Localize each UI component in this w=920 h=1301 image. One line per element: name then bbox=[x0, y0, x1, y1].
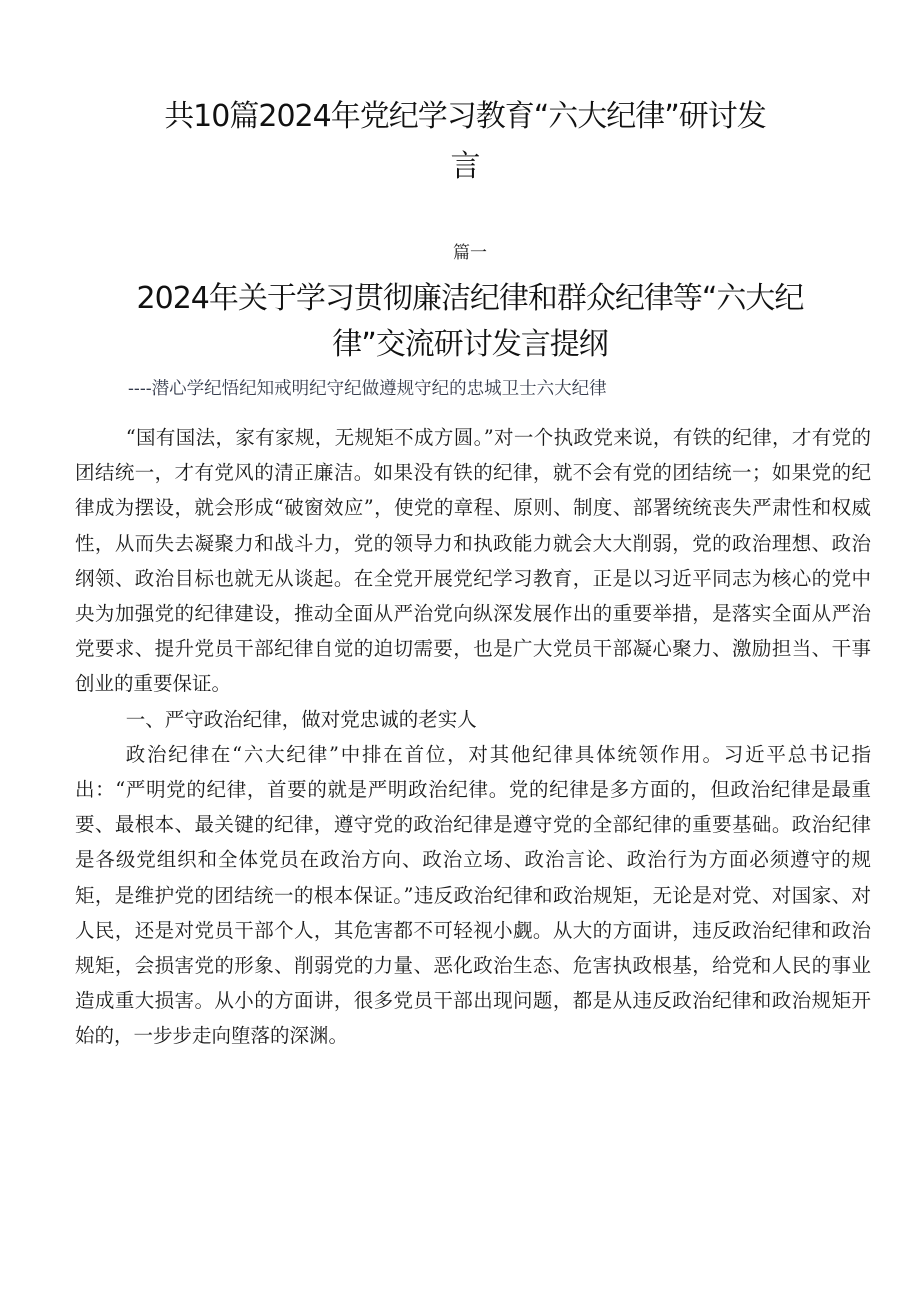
article-body bbox=[75, 420, 871, 1054]
section-heading-1: 一、严守政治纪律，做对党忠诚的老实人 bbox=[125, 707, 477, 731]
paragraph-intro: “国有国法，家有家规，无规矩不成方圆。”对一个执政党来说，有铁的纪律，才有党的团结统一，才有党风的清正廉洁。如果没有铁的纪律，就不会有党的团结统一；如果党的纪律成为摆设，就会形成“破窗效应”，使党的章程、原则、制度、部署统统丧失严肃性和权威性，从而失去凝聚力和战斗力，党的领导力和执政能力就会大大削弱，党的政治理想、政治纲领、政治目标也就无从谈起。在全党开展党纪学习教育，正是以习近平同志为核心的党中央为加强党的纪律建设，推动全面从严治党向纵深发展作出的重要举措，是落实全面从严治党要求、提升党员干部纪律自觉的迫切需要，也是广大党员干部凝心聚力、激励担当、干事创业的重要保证。 bbox=[75, 426, 871, 696]
article-title: 2024年关于学习贯彻廉洁纪律和群众纪律等“六大纪律”交流研讨发言提纲 bbox=[136, 281, 804, 362]
article-subtitle: ----潜心学纪悟纪知戒明纪守纪做遵规守纪的忠城卫士六大纪律 bbox=[128, 379, 607, 399]
paragraph-political-discipline: 政治纪律在“六大纪律”中排在首位，对其他纪律具体统领作用。习近平总书记指出：“严明党的纪律，首要的就是严明政治纪律。党的纪律是多方面的，但政治纪律是最重要、最根本、最关键的纪律，遵守党的政治纪律是遵守党的全部纪律的重要基础。政治纪律是各级党组织和全体党员在政治方向、政治立场、政治言论、政治行为方面必须遵守的规矩，是维护党的团结统一的根本保证。”违反政治纪律和政治规矩，无论是对党、对国家、对人民，还是对党员干部个人，其危害都不可轻视小觑。从大的方面讲，违反政治纪律和政治规矩，会损害党的形象、削弱党的力量、恶化政治生态、危害执政根基，给党和人民的事业造成重大损害。从小的方面讲，很多党员干部出现问题，都是从违反政治纪律和政治规矩开始的，一步步走向堕落的深渊。 bbox=[75, 742, 871, 1048]
section-label: 篇一 bbox=[453, 243, 487, 263]
document-title: 共10篇2024年党纪学习教育“六大纪律”研讨发言 bbox=[164, 99, 766, 184]
